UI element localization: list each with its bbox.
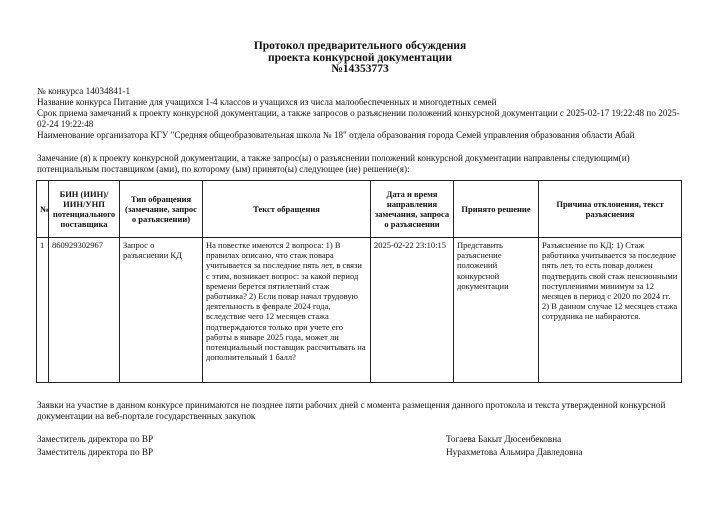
cell-bin: 860929302967 (49, 238, 120, 383)
cell-decision: Представить разъяснение положений конкурсной документации (454, 238, 539, 383)
cell-date: 2025-02-22 23:10:15 (371, 238, 454, 383)
col-header-bin: БИН (ИИН)/ ИИН/УНП потенциального поставщика (49, 181, 120, 238)
signatory-role: Заместитель директора по ВР (37, 434, 154, 444)
col-header-reason: Причина отклонения, текст разъяснения (539, 181, 682, 238)
signatory-name: Тогаева Бакыт Дюсенбековна (446, 434, 562, 444)
cell-num: 1 (37, 238, 49, 383)
document-subtitle: проекта конкурсной документации (268, 52, 452, 64)
table-header-row (37, 181, 682, 238)
organizer-name: Наименование организатора КГУ "Средняя общеобразовательная школа № 18" отдела образования города Семей управления образования области Абай (37, 130, 635, 140)
protocol-number: №14353773 (331, 63, 389, 75)
contest-name: Название конкурса Питание для учащихся 1-4 классов и учащихся из числа малообеспеченных и многодетных семей (37, 97, 497, 107)
col-header-num: № (37, 181, 49, 238)
requests-table (36, 180, 682, 383)
cell-reason: Разъяснение по КД: 1) Стаж работника учитывается за последние пять лет, то есть повар должен подтвердить свой стаж пенсионными поступлениями минимум за 12 месяцев в период с 2020 по 2024 гг. 2) В данном случае 12 месяцев стажа сотрудника не набираются. (539, 238, 682, 383)
cell-type: Запрос о разъяснении КД (120, 238, 203, 383)
signatory-role: Заместитель директора по ВР (37, 447, 154, 457)
col-header-type: Тип обращения (замечание, запрос о разъяснении) (120, 181, 203, 238)
comment-period: Срок приема замечаний к проекту конкурсной документации, а также запросов о разъяснении положений конкурсной документации с 2025-02-17 19:22:48 по 2025-02-24 19:22:48 (37, 108, 680, 130)
contest-number: № конкурса 14034841-1 (37, 86, 131, 96)
table-row (37, 238, 682, 383)
signatory-name: Нурахметова Альмира Давлeдовна (446, 447, 583, 457)
col-header-decision: Принято решение (454, 181, 539, 238)
document-title: Протокол предварительного обсуждения (253, 40, 467, 52)
submission-notice: Заявки на участие в данном конкурсе принимаются не позднее пяти рабочих дней с момента размещения данного протокола и текста утвержденной конкурсной документации на веб-портале государственных закупок (37, 400, 666, 422)
col-header-date: Дата и время направления замечания, запроса о разъяснении (371, 181, 454, 238)
cell-text: На повестке имеются 2 вопроса: 1) В правилах описано, что стаж повара учитывается за последние пять лет, в связи с этим, возникает вопрос: за какой период времени берется пятилетний стаж работника? 2) Если повар начал трудовую деятельность в феврале 2024 года, вследствие чего 12 месяцев стажа подтверждаются только при учете его работы в январе 2025 года, может ли потенциальный поставщик рассчитывать на дополнительный 1 балл? (203, 238, 371, 383)
intro-text: Замечание (я) к проекту конкурсной документации, а также запрос(ы) о разъяснении положений конкурсной документации направлены следующим(и) потенциальным поставщиком (ами), по которому (ым) принято(ы) следующее (ие) решение(я): (37, 153, 630, 175)
col-header-text: Текст обращения (203, 181, 371, 238)
